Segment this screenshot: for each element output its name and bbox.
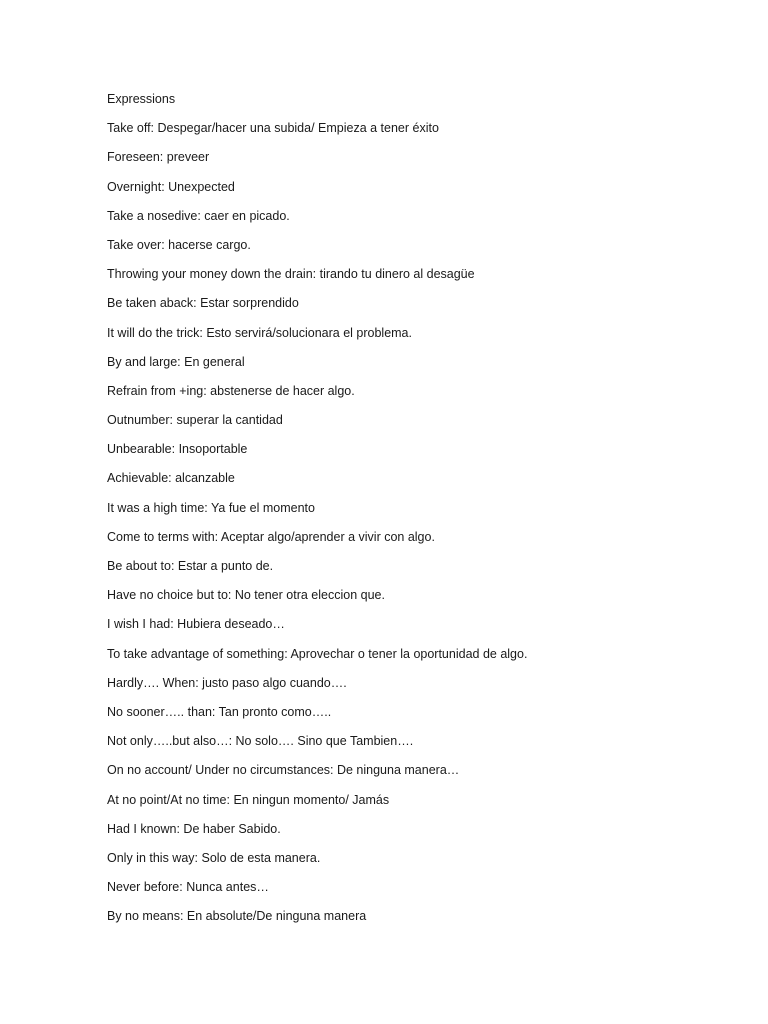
expression-line: No sooner….. than: Tan pronto como…..: [107, 704, 332, 719]
expression-line: Be about to: Estar a punto de.: [107, 559, 274, 573]
expression-line: Take over: hacerse cargo.: [107, 237, 251, 252]
expression-line: Had I known: De haber Sabido.: [107, 821, 281, 836]
expression-line: Take a nosedive: caer en picado.: [107, 208, 290, 223]
expression-line: By no means: En absolute/De ninguna manera: [107, 909, 367, 924]
document-title: Expressions: [107, 92, 176, 106]
expression-line: It will do the trick: Esto servirá/solucionara el problema.: [107, 325, 412, 340]
expression-line: Outnumber: superar la cantidad: [107, 413, 283, 428]
expression-line: Never before: Nunca antes…: [107, 880, 269, 895]
expression-line: Unbearable: Insoportable: [107, 442, 248, 457]
expression-line: Hardly…. When: justo paso algo cuando….: [107, 675, 347, 690]
expression-line: Achievable: alcanzable: [107, 471, 235, 486]
expression-line: Only in this way: Solo de esta manera.: [107, 850, 321, 865]
expression-line: Take off: Despegar/hacer una subida/ Empieza a tener éxito: [107, 121, 439, 136]
expression-line: Refrain from +ing: abstenerse de hacer algo.: [107, 383, 355, 398]
expression-line: Throwing your money down the drain: tirando tu dinero al desagüe: [107, 267, 475, 282]
expression-line: Come to terms with: Aceptar algo/aprender a vivir con algo.: [107, 529, 435, 544]
expression-line: Not only…..but also…: No solo…. Sino que Tambien….: [107, 734, 414, 749]
expression-line: At no point/At no time: En ningun momento/ Jamás: [107, 792, 390, 807]
expression-line: Have no choice but to: No tener otra eleccion que.: [107, 588, 385, 603]
expression-line: On no account/ Under no circumstances: De ninguna manera…: [107, 763, 460, 778]
expression-line: I wish I had: Hubiera deseado…: [107, 617, 285, 632]
expression-line: Be taken aback: Estar sorprendido: [107, 296, 299, 311]
expression-line: Overnight: Unexpected: [107, 179, 235, 194]
expression-line: It was a high time: Ya fue el momento: [107, 500, 315, 515]
expression-line: Foreseen: preveer: [107, 150, 210, 165]
document-body: [107, 89, 727, 935]
expression-line: To take advantage of something: Aprovechar o tener la oportunidad de algo.: [107, 646, 528, 661]
expression-line: By and large: En general: [107, 354, 245, 369]
